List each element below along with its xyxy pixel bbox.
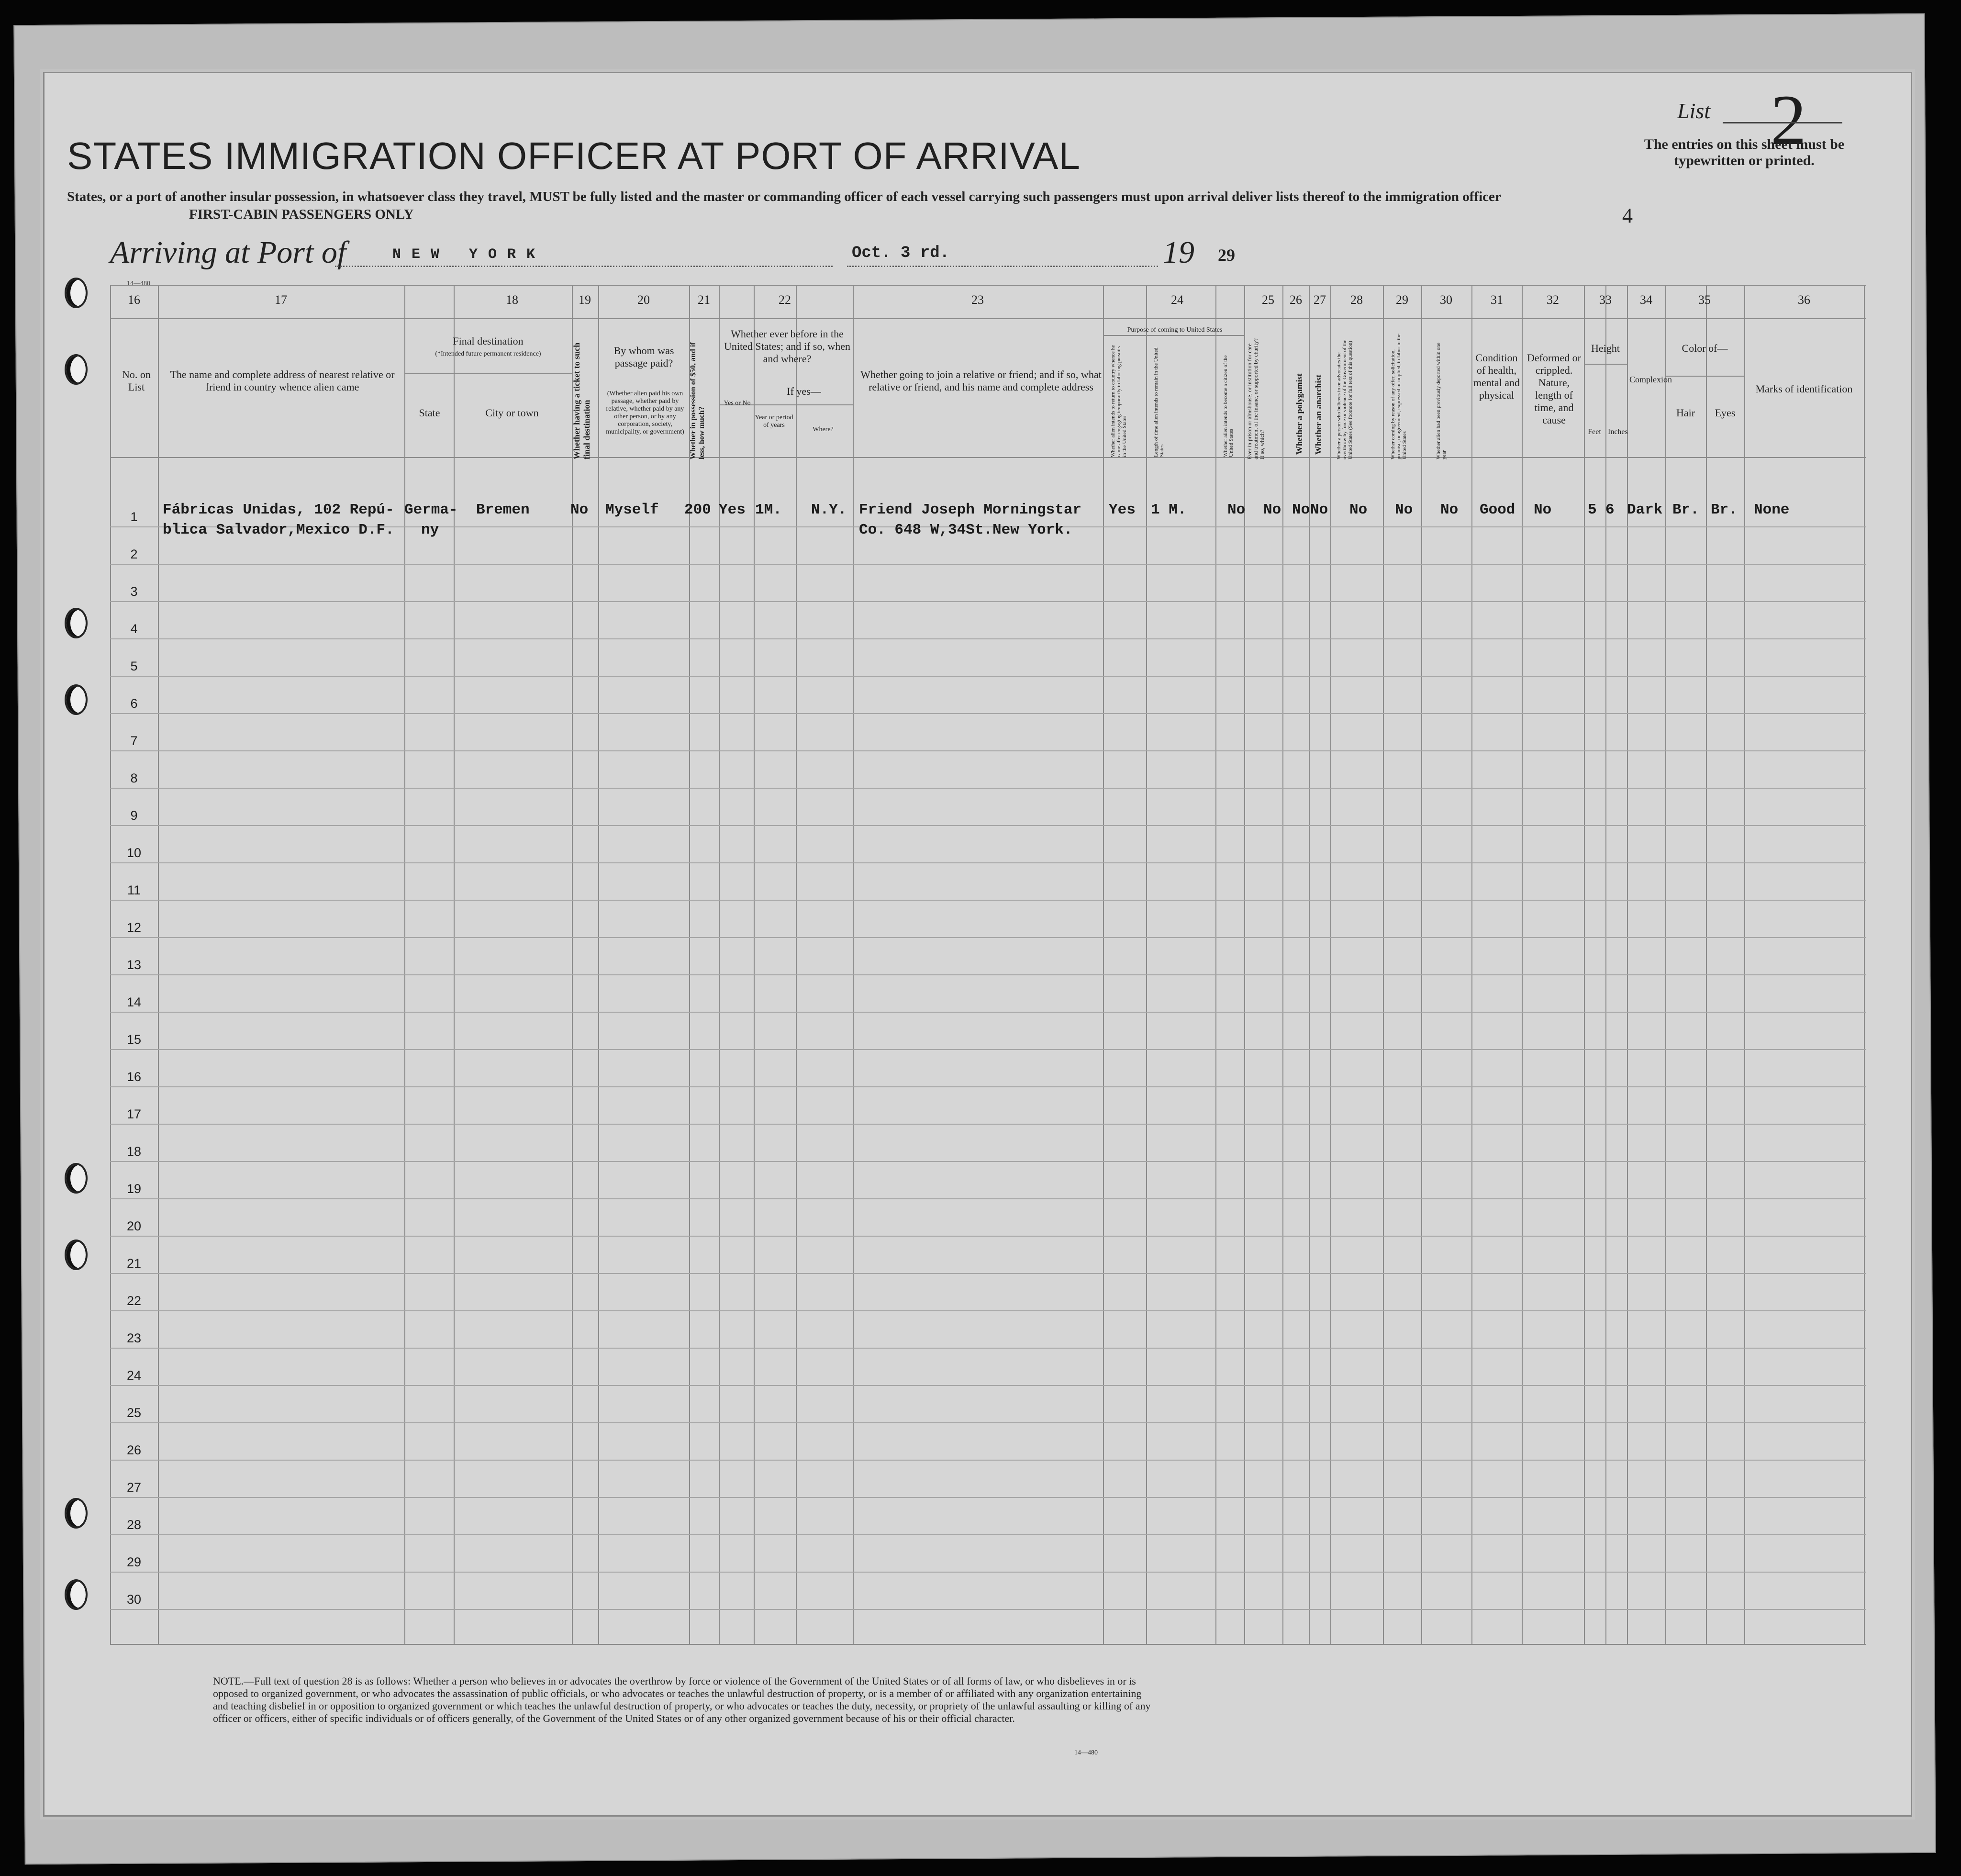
page-title: STATES IMMIGRATION OFFICER AT PORT OF ARRIVAL — [67, 134, 1081, 177]
column-number: 19 — [579, 293, 591, 307]
date-dotted-line — [847, 266, 1158, 267]
row-number: 4 — [130, 622, 138, 636]
row-number: 20 — [126, 1219, 142, 1233]
sheet-number: 4 — [1622, 204, 1633, 227]
row-number: 23 — [126, 1331, 142, 1345]
grid-column-line — [1146, 285, 1147, 1644]
header-height: Height — [1591, 342, 1620, 354]
header-color-of: Color of— — [1682, 342, 1728, 354]
column-number: 20 — [637, 293, 650, 307]
entry-passage-paid: Myself — [605, 502, 659, 518]
column-number: 31 — [1491, 293, 1503, 307]
header-hair: Hair — [1676, 407, 1695, 419]
row-number: 1 — [130, 510, 138, 524]
row-number: 22 — [126, 1294, 142, 1308]
list-number: 2 — [1771, 80, 1806, 160]
row-number: 12 — [126, 920, 142, 935]
grid-header-line — [110, 318, 1866, 319]
row-number: 8 — [130, 771, 138, 785]
row-number: 16 — [126, 1070, 142, 1084]
arriving-label: Arriving at Port of — [110, 235, 346, 270]
grid-row-line — [110, 750, 1866, 751]
row-number: 13 — [126, 958, 142, 972]
grid-column-line — [1282, 285, 1283, 1644]
punch-hole-icon — [65, 684, 88, 715]
header-health: Condition of health, mental and physical — [1473, 352, 1520, 401]
header-passage-paid: By whom was passage paid? — [613, 345, 674, 369]
grid-column-line — [689, 285, 690, 1644]
grid-row-line — [110, 1534, 1866, 1535]
header-purpose-length: Length of time alien intends to remain in the United States — [1153, 347, 1165, 457]
row-number: 30 — [126, 1592, 142, 1607]
grid-row-line — [110, 1497, 1866, 1498]
header-purpose-return: Whether alien intends to return to country whence he came after engaging temporarily in laboring pursuits in the United States — [1110, 345, 1127, 457]
first-cabin-label: FIRST-CABIN PASSENGERS ONLY — [189, 207, 414, 222]
row-number: 9 — [130, 808, 138, 823]
grid-header-line — [110, 457, 1866, 458]
grid-row-line — [110, 1198, 1866, 1199]
entry-question-28: No — [1349, 502, 1368, 518]
grid-row-line — [110, 1422, 1866, 1423]
grid-column-line — [1605, 285, 1606, 1644]
grid-row-line — [110, 1609, 1866, 1610]
grid-column-line — [1584, 285, 1585, 1644]
entry-state-line1: Germa- — [404, 502, 458, 518]
grid-row-line — [110, 713, 1866, 714]
entry-marks: None — [1754, 502, 1790, 518]
grid-row-line — [110, 1236, 1866, 1237]
header-final-destination: Final destination — [453, 335, 524, 347]
grid-sub-line — [404, 373, 572, 374]
grid-row-line — [110, 788, 1866, 789]
row-number: 2 — [130, 547, 138, 561]
header-money: Whether in possession of $50, and if less, how much? — [689, 342, 706, 459]
grid-column-line — [598, 285, 599, 1644]
grid-header-line — [110, 1644, 1866, 1645]
header-join-relative: Whether going to join a relative or friend; and if so, what relative or friend, and his name and complete address — [860, 368, 1102, 393]
row-number: 17 — [126, 1107, 142, 1121]
header-purpose: Purpose of coming to United States — [1127, 326, 1223, 334]
row-number: 5 — [130, 659, 138, 673]
punch-hole-icon — [65, 354, 88, 385]
grid-column-line — [1330, 285, 1331, 1644]
column-number: 17 — [275, 293, 287, 307]
grid-column-line — [853, 285, 854, 1644]
row-number: 24 — [126, 1368, 142, 1383]
column-number: 24 — [1171, 293, 1183, 307]
grid-column-line — [1309, 285, 1310, 1644]
grid-column-line — [572, 285, 573, 1644]
column-number: 26 — [1290, 293, 1302, 307]
grid-row-line — [110, 1012, 1866, 1013]
form-code: 14—480 — [127, 280, 150, 287]
entries-note: The entries on this sheet must be typewritten or printed. — [1644, 136, 1845, 168]
row-number: 14 — [126, 995, 142, 1009]
grid-column-line — [454, 285, 455, 1644]
punch-hole-icon — [65, 1579, 88, 1610]
row-number: 10 — [126, 846, 142, 860]
row-number: 26 — [126, 1443, 142, 1457]
entry-deformed: No — [1534, 502, 1552, 518]
header-question-30: Whether alien had been previously deported within one year — [1436, 342, 1447, 459]
grid-row-line — [110, 1348, 1866, 1349]
grid-column-line — [1522, 285, 1523, 1644]
punch-hole-icon — [65, 608, 88, 638]
port-value: NEW YORK — [392, 246, 546, 263]
punch-hole-icon — [65, 1240, 88, 1270]
list-underline — [1723, 122, 1842, 123]
grid-row-line — [110, 1161, 1866, 1162]
column-number: 34 — [1640, 293, 1652, 307]
grid-column-line — [1706, 285, 1707, 1644]
header-purpose-citizen: Whether alien intends to become a citizen of the United States — [1223, 355, 1234, 457]
entry-health: Good — [1480, 502, 1515, 518]
entry-eyes: Br. — [1711, 502, 1738, 518]
header-yes-no: Yes or No — [724, 400, 751, 407]
entry-return-country: Yes — [1109, 502, 1136, 518]
header-city: City or town — [485, 407, 539, 419]
entry-money: 200 — [684, 502, 711, 518]
punch-hole-icon — [65, 278, 88, 308]
column-number: 27 — [1314, 293, 1326, 307]
entry-relative-line1: Fábricas Unidas, 102 Repú- — [163, 502, 394, 518]
column-number: 25 — [1262, 293, 1274, 307]
row-number: 18 — [126, 1144, 142, 1159]
entry-become-citizen: No — [1227, 502, 1246, 518]
entry-inches: 6 — [1605, 502, 1615, 518]
row-number: 6 — [130, 696, 138, 711]
row-number: 25 — [126, 1406, 142, 1420]
row-number: 3 — [130, 584, 138, 599]
grid-row-line — [110, 1124, 1866, 1125]
entry-city: Bremen — [476, 502, 530, 518]
entry-length-stay: 1 M. — [1151, 502, 1187, 518]
row-number: 11 — [127, 883, 141, 897]
grid-sub-line — [1584, 364, 1627, 365]
column-number: 18 — [506, 293, 518, 307]
year-suffix: 29 — [1218, 246, 1235, 265]
grid-column-line — [1471, 285, 1472, 1644]
row-number: 19 — [126, 1182, 142, 1196]
header-year-period: Year or period of years — [755, 414, 793, 429]
grid-column-line — [158, 285, 159, 1644]
grid-row-line — [110, 1049, 1866, 1050]
port-dotted-line — [335, 266, 833, 267]
entry-before-period: 1M. — [755, 502, 782, 518]
row-number: 7 — [130, 734, 138, 748]
grid-row-line — [110, 1086, 1866, 1087]
header-question-29: Whether coming by reason of any offer, solicitation, promise, or agreement, expressed or implied, to labor in the United States — [1390, 334, 1407, 459]
list-label: List — [1677, 99, 1711, 123]
footnote-code: 14—480 — [1074, 1749, 1098, 1756]
grid-column-line — [1627, 285, 1628, 1644]
entry-question-30: No — [1440, 502, 1459, 518]
grid-column-line — [1103, 285, 1104, 1644]
header-ticket: Whether having a ticket to such final destination — [572, 342, 591, 459]
grid-column-line — [404, 285, 405, 1644]
grid-column-line — [1244, 285, 1245, 1644]
punch-hole-icon — [65, 1498, 88, 1529]
footnote: NOTE.—Full text of question 28 is as follows: Whether a person who believes in or advocates the overthrow by force or violence of the Government of the United States or of all forms of law, or who disbelieves in or is opposed to organized government, or who advocates the assassination of public officials, or who advocates or teaches the unlawful destruction of property, or is a member of or affiliated with any organization entertaining and teaching disbelief in or opposition to organized government or which teaches the unlawful destruction of property, or who advocates or teaches the duty, necessity, or propriety of the unlawful assaulting or killing of any officer or officers, either of specific individuals or of officers generally, of the Government of the United States or of any other organized government because of his or their official character. — [213, 1675, 1151, 1724]
header-question-28: Whether a person who believes in or advocates the overthrow by force or violence of the Government of the United States (See footnote for full text of this question) — [1336, 339, 1353, 459]
grid-row-line — [110, 1385, 1866, 1386]
header-eyes: Eyes — [1715, 407, 1736, 419]
row-number: 28 — [126, 1518, 142, 1532]
grid-column-line — [1665, 285, 1666, 1644]
grid-row-line — [110, 564, 1866, 565]
header-anarchist: Whether an anarchist — [1314, 374, 1323, 455]
grid-column-line — [754, 285, 755, 1644]
manifest-sheet — [43, 72, 1912, 1817]
column-number: 16 — [128, 293, 140, 307]
header-nearest-relative: The name and complete address of nearest relative or friend in country whence alien came — [170, 368, 395, 393]
grid-column-line — [796, 285, 797, 1644]
header-inches: Inches — [1608, 428, 1628, 436]
date-value: Oct. 3 rd. — [852, 244, 950, 262]
grid-row-line — [110, 638, 1866, 639]
entry-before-yes-no: Yes — [719, 502, 746, 518]
grid-column-line — [719, 285, 720, 1644]
punch-hole-icon — [65, 1163, 88, 1194]
grid-row-line — [110, 676, 1866, 677]
entry-prison: No — [1263, 502, 1281, 518]
grid-row-line — [110, 1273, 1866, 1274]
grid-row-line — [110, 1310, 1866, 1311]
grid-column-line — [1744, 285, 1745, 1644]
column-number: 30 — [1440, 293, 1452, 307]
grid-column-line — [1864, 285, 1865, 1644]
entry-polygamist: No — [1292, 502, 1310, 518]
header-marks: Marks of identification — [1755, 383, 1853, 395]
header-prison: Ever in prison or almshouse, or institution for care and treatment of the insane, or supported by charity? If so, which? — [1246, 338, 1265, 459]
header-complexion: Complexion — [1629, 375, 1672, 384]
header-deformed: Deformed or crippled. Nature, length of time, and cause — [1526, 352, 1581, 426]
grid-column-line — [1215, 285, 1216, 1644]
grid-column-line — [1383, 285, 1384, 1644]
entry-complexion: Dark — [1627, 502, 1663, 518]
entry-relative-line2: blica Salvador,Mexico D.F. — [163, 522, 394, 538]
grid-row-line — [110, 1572, 1866, 1573]
column-number: 35 — [1698, 293, 1711, 307]
column-number: 23 — [971, 293, 984, 307]
header-no-on-list: No. on List — [122, 368, 151, 393]
header-final-destination-sub: (*Intended future permanent residence) — [435, 350, 541, 357]
header-if-yes: If yes— — [787, 385, 821, 397]
column-number: 21 — [698, 293, 710, 307]
grid-sub-line — [1103, 335, 1244, 336]
column-number: 28 — [1350, 293, 1363, 307]
entry-ticket: No — [570, 502, 589, 518]
entry-hair: Br. — [1672, 502, 1699, 518]
entry-before-where: N.Y. — [811, 502, 847, 518]
grid-row-line — [110, 601, 1866, 602]
column-number: 29 — [1396, 293, 1408, 307]
entry-join-line2: Co. 648 W,34St.New York. — [859, 522, 1073, 538]
grid-row-line — [110, 974, 1866, 975]
grid-row-line — [110, 825, 1866, 826]
grid-row-line — [110, 862, 1866, 863]
column-number: 36 — [1798, 293, 1810, 307]
grid-row-line — [110, 900, 1866, 901]
year-prefix: 19 — [1163, 235, 1194, 270]
header-feet: Feet — [1588, 428, 1601, 436]
header-before-us: Whether ever before in the United States; and if so, when and where? — [724, 328, 850, 365]
grid-row-line — [110, 937, 1866, 938]
grid-header-line — [110, 285, 1866, 286]
column-number: 32 — [1547, 293, 1559, 307]
column-number: 33 — [1599, 293, 1612, 307]
grid-row-line — [110, 1460, 1866, 1461]
entry-question-29: No — [1395, 502, 1413, 518]
entry-join-line1: Friend Joseph Morningstar — [859, 502, 1082, 518]
instruction-text: States, or a port of another insular possession, in whatsoever class they travel, MUST be fully listed and the master or commanding officer of each vessel carrying such passengers must upon arrival deliver lists thereof to the immigration officer — [67, 189, 1501, 204]
row-number: 29 — [126, 1555, 142, 1569]
header-where: Where? — [813, 426, 834, 433]
entry-feet: 5 — [1588, 502, 1597, 518]
column-number: 22 — [779, 293, 791, 307]
row-number: 21 — [126, 1256, 142, 1271]
grid-column-line — [1421, 285, 1422, 1644]
row-number: 27 — [126, 1480, 142, 1495]
entry-state-line2: ny — [421, 522, 439, 538]
header-state: State — [419, 407, 440, 419]
row-number: 15 — [126, 1032, 142, 1047]
header-passage-paid-sub: (Whether alien paid his own passage, whether paid by relative, whether paid by any other person, or by any corporation, society, municipality, or government) — [606, 390, 684, 436]
entry-anarchist: No — [1310, 502, 1328, 518]
header-polygamist: Whether a polygamist — [1294, 373, 1304, 455]
grid-sub-line — [1665, 376, 1744, 377]
